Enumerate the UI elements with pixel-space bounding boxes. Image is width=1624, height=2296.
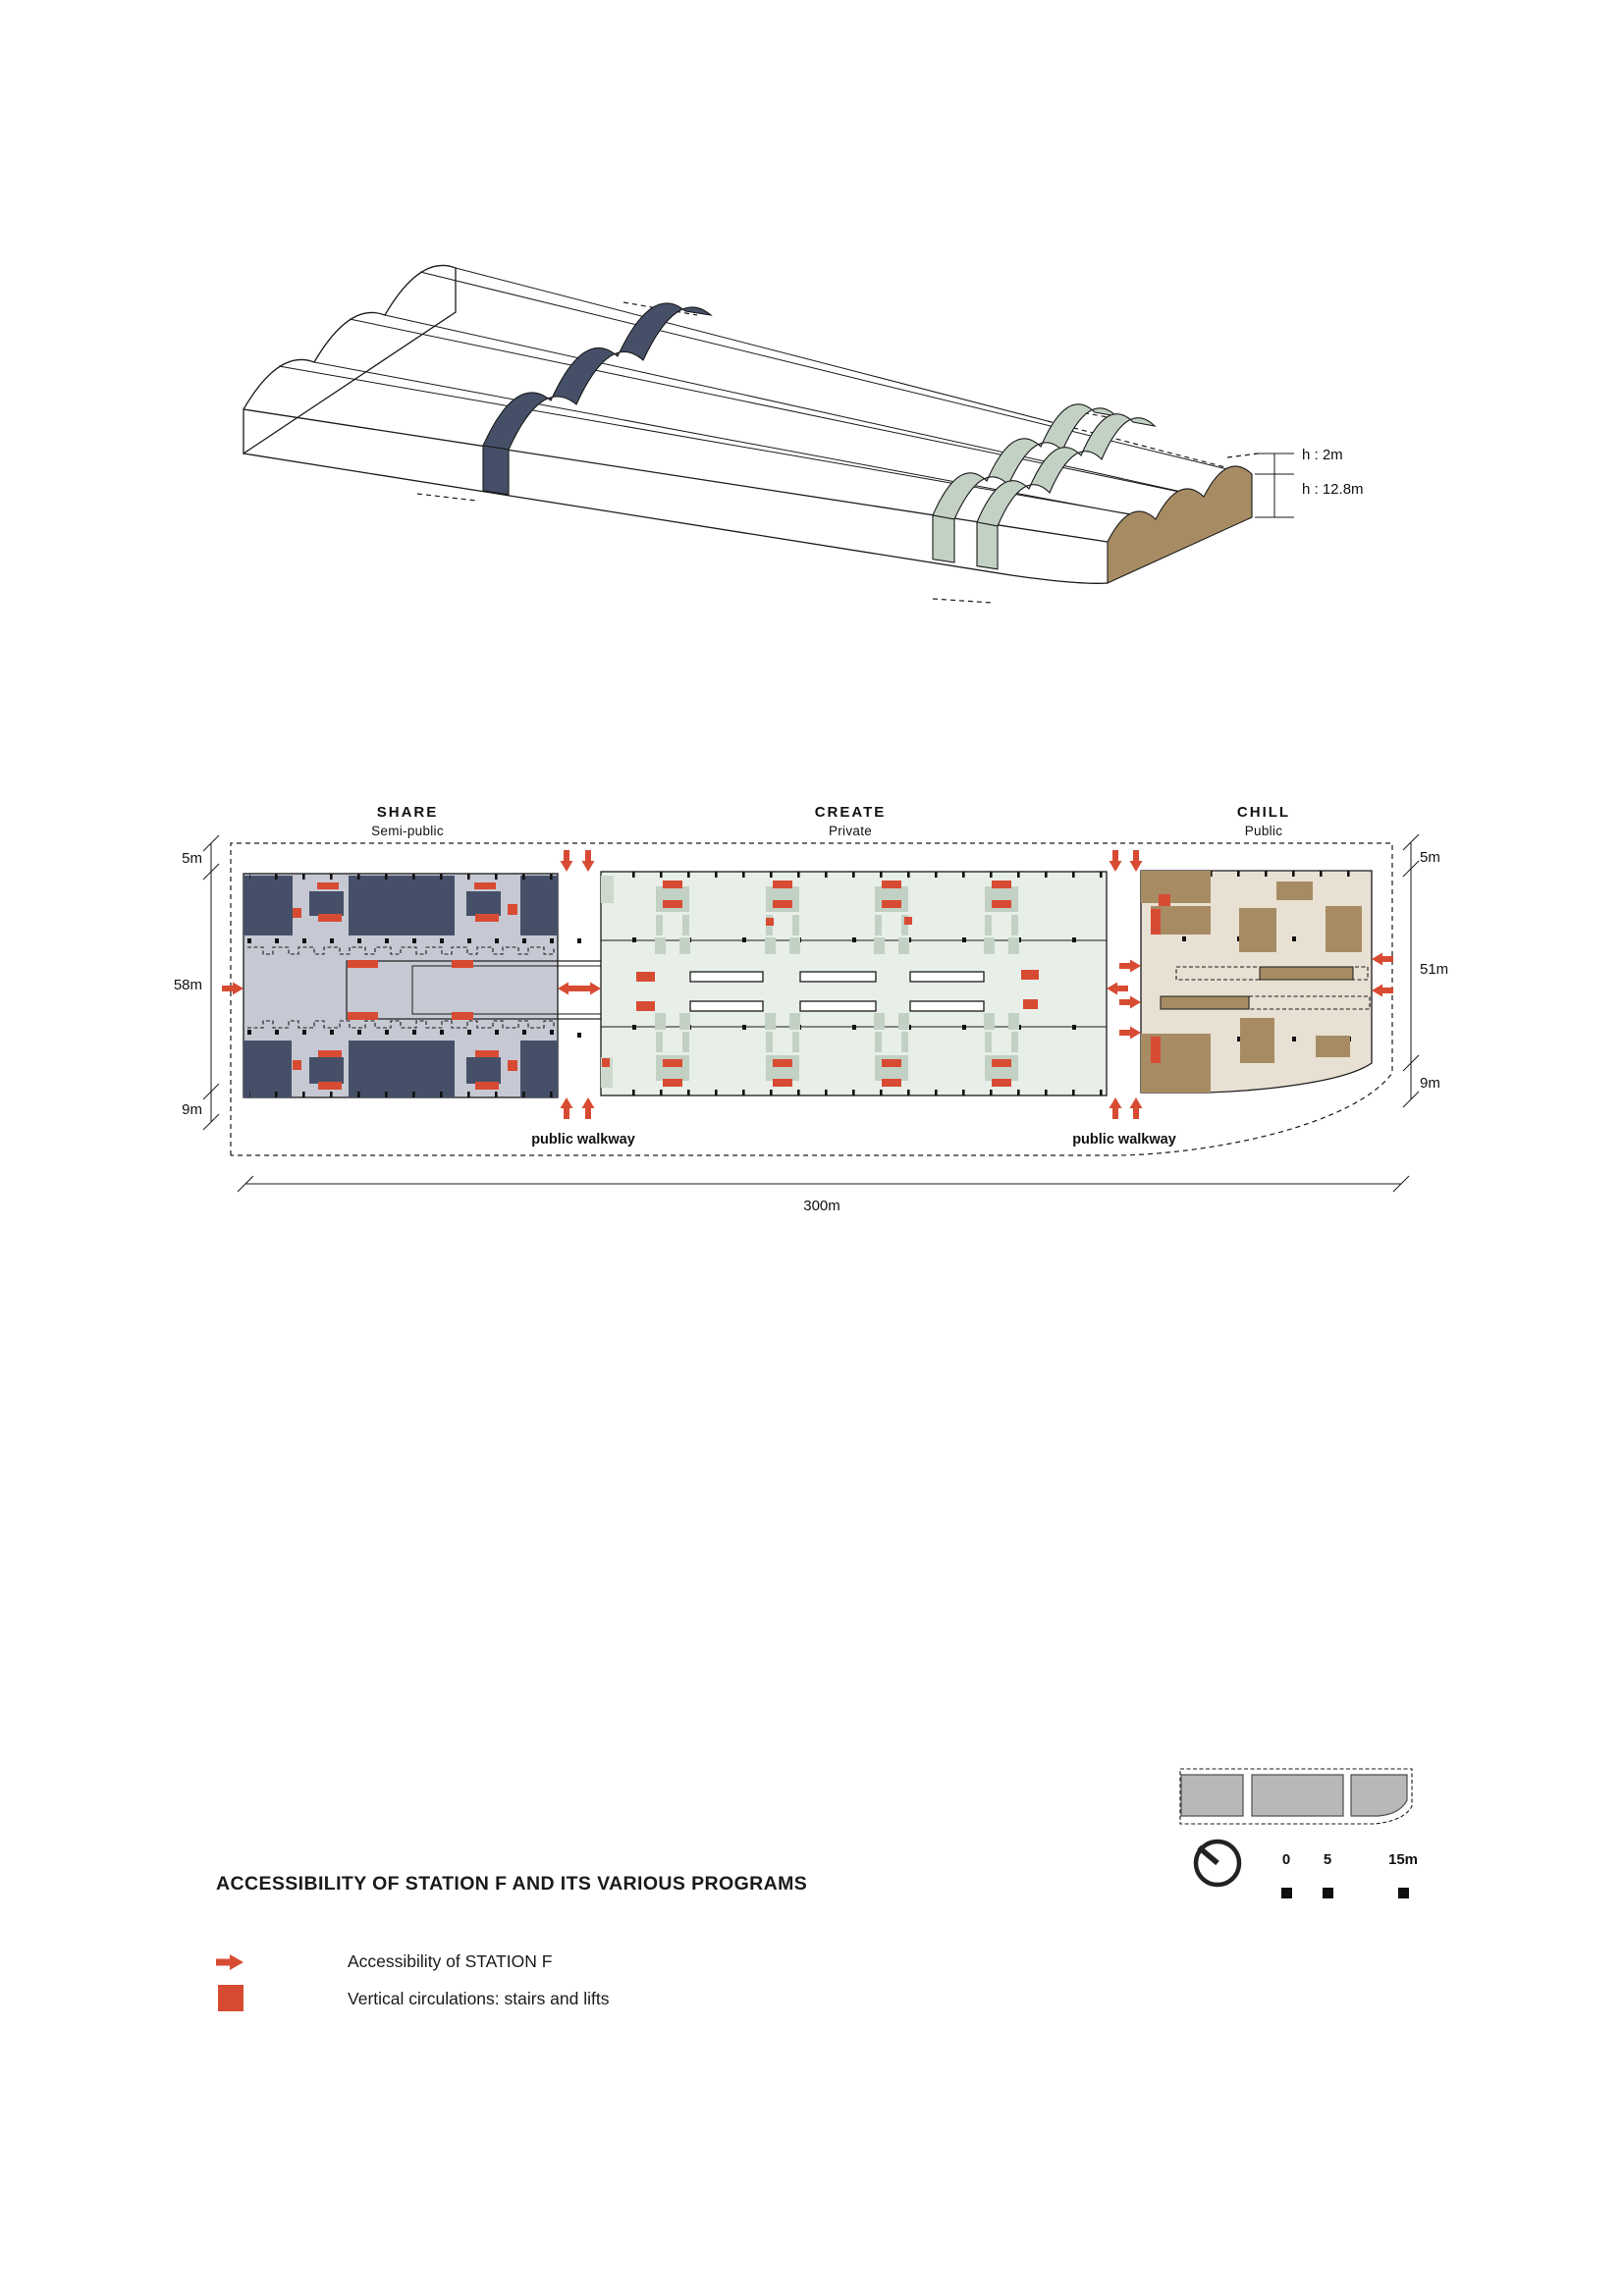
scale-5: 5 — [1323, 1851, 1332, 1868]
share-zone — [244, 874, 611, 1097]
key-plan-and-scale — [1159, 1737, 1473, 1924]
dim-right-51m: 51m — [1420, 961, 1449, 978]
dimension-right — [1403, 834, 1448, 1107]
scale-0: 0 — [1281, 1851, 1291, 1868]
zone-share-sub: Semi-public — [371, 824, 444, 838]
north-arrow-icon — [1196, 1842, 1239, 1885]
axonometric-diagram — [177, 196, 1434, 628]
dim-right-5m: 5m — [1420, 849, 1440, 866]
gap-tick — [577, 938, 581, 943]
zone-chill-sub: Public — [1244, 824, 1283, 838]
legend-item-vertical-circulations: Vertical circulations: stairs and lifts — [348, 1989, 610, 2008]
zone-labels — [371, 804, 1290, 838]
dim-left-58m: 58m — [173, 977, 202, 993]
axon-height-dimension — [1255, 447, 1364, 517]
legend-accessibility-arrow-icon — [216, 1953, 245, 1971]
public-walkway-label-1: public walkway — [531, 1132, 635, 1148]
height-label-12-8m: h : 12.8m — [1302, 481, 1364, 498]
chill-zone — [1141, 871, 1372, 1093]
dim-right-9m: 9m — [1420, 1075, 1440, 1092]
scale-bar — [1281, 1851, 1418, 1898]
legend-item-accessibility: Accessibility of STATION F — [348, 1951, 553, 1971]
dimension-bottom — [238, 1176, 1409, 1214]
zone-chill-name: CHILL — [1236, 804, 1291, 821]
scale-15m: 15m — [1387, 1851, 1419, 1868]
dim-left-9m: 9m — [182, 1101, 202, 1118]
floor-plan — [137, 766, 1532, 1227]
dim-bottom-300m: 300m — [803, 1198, 840, 1214]
axon-navy-section — [483, 303, 711, 495]
gap-tick — [577, 1033, 581, 1038]
axon-brown-end-face — [1108, 466, 1252, 583]
create-zone — [601, 872, 1107, 1095]
public-walkway-label-2: public walkway — [1072, 1132, 1176, 1148]
zone-create-sub: Private — [828, 824, 873, 838]
zone-create-name: CREATE — [814, 804, 887, 821]
zone-share-name: SHARE — [376, 804, 439, 821]
dimension-left — [174, 835, 219, 1130]
dim-left-5m: 5m — [182, 850, 202, 867]
height-label-2m: h : 2m — [1302, 447, 1343, 463]
sheet-title: ACCESSIBILITY OF STATION F AND ITS VARIOUS PROGRAMS — [216, 1873, 808, 1895]
key-plan — [1180, 1769, 1412, 1824]
legend-vertical-circulation-icon — [218, 1985, 244, 2011]
